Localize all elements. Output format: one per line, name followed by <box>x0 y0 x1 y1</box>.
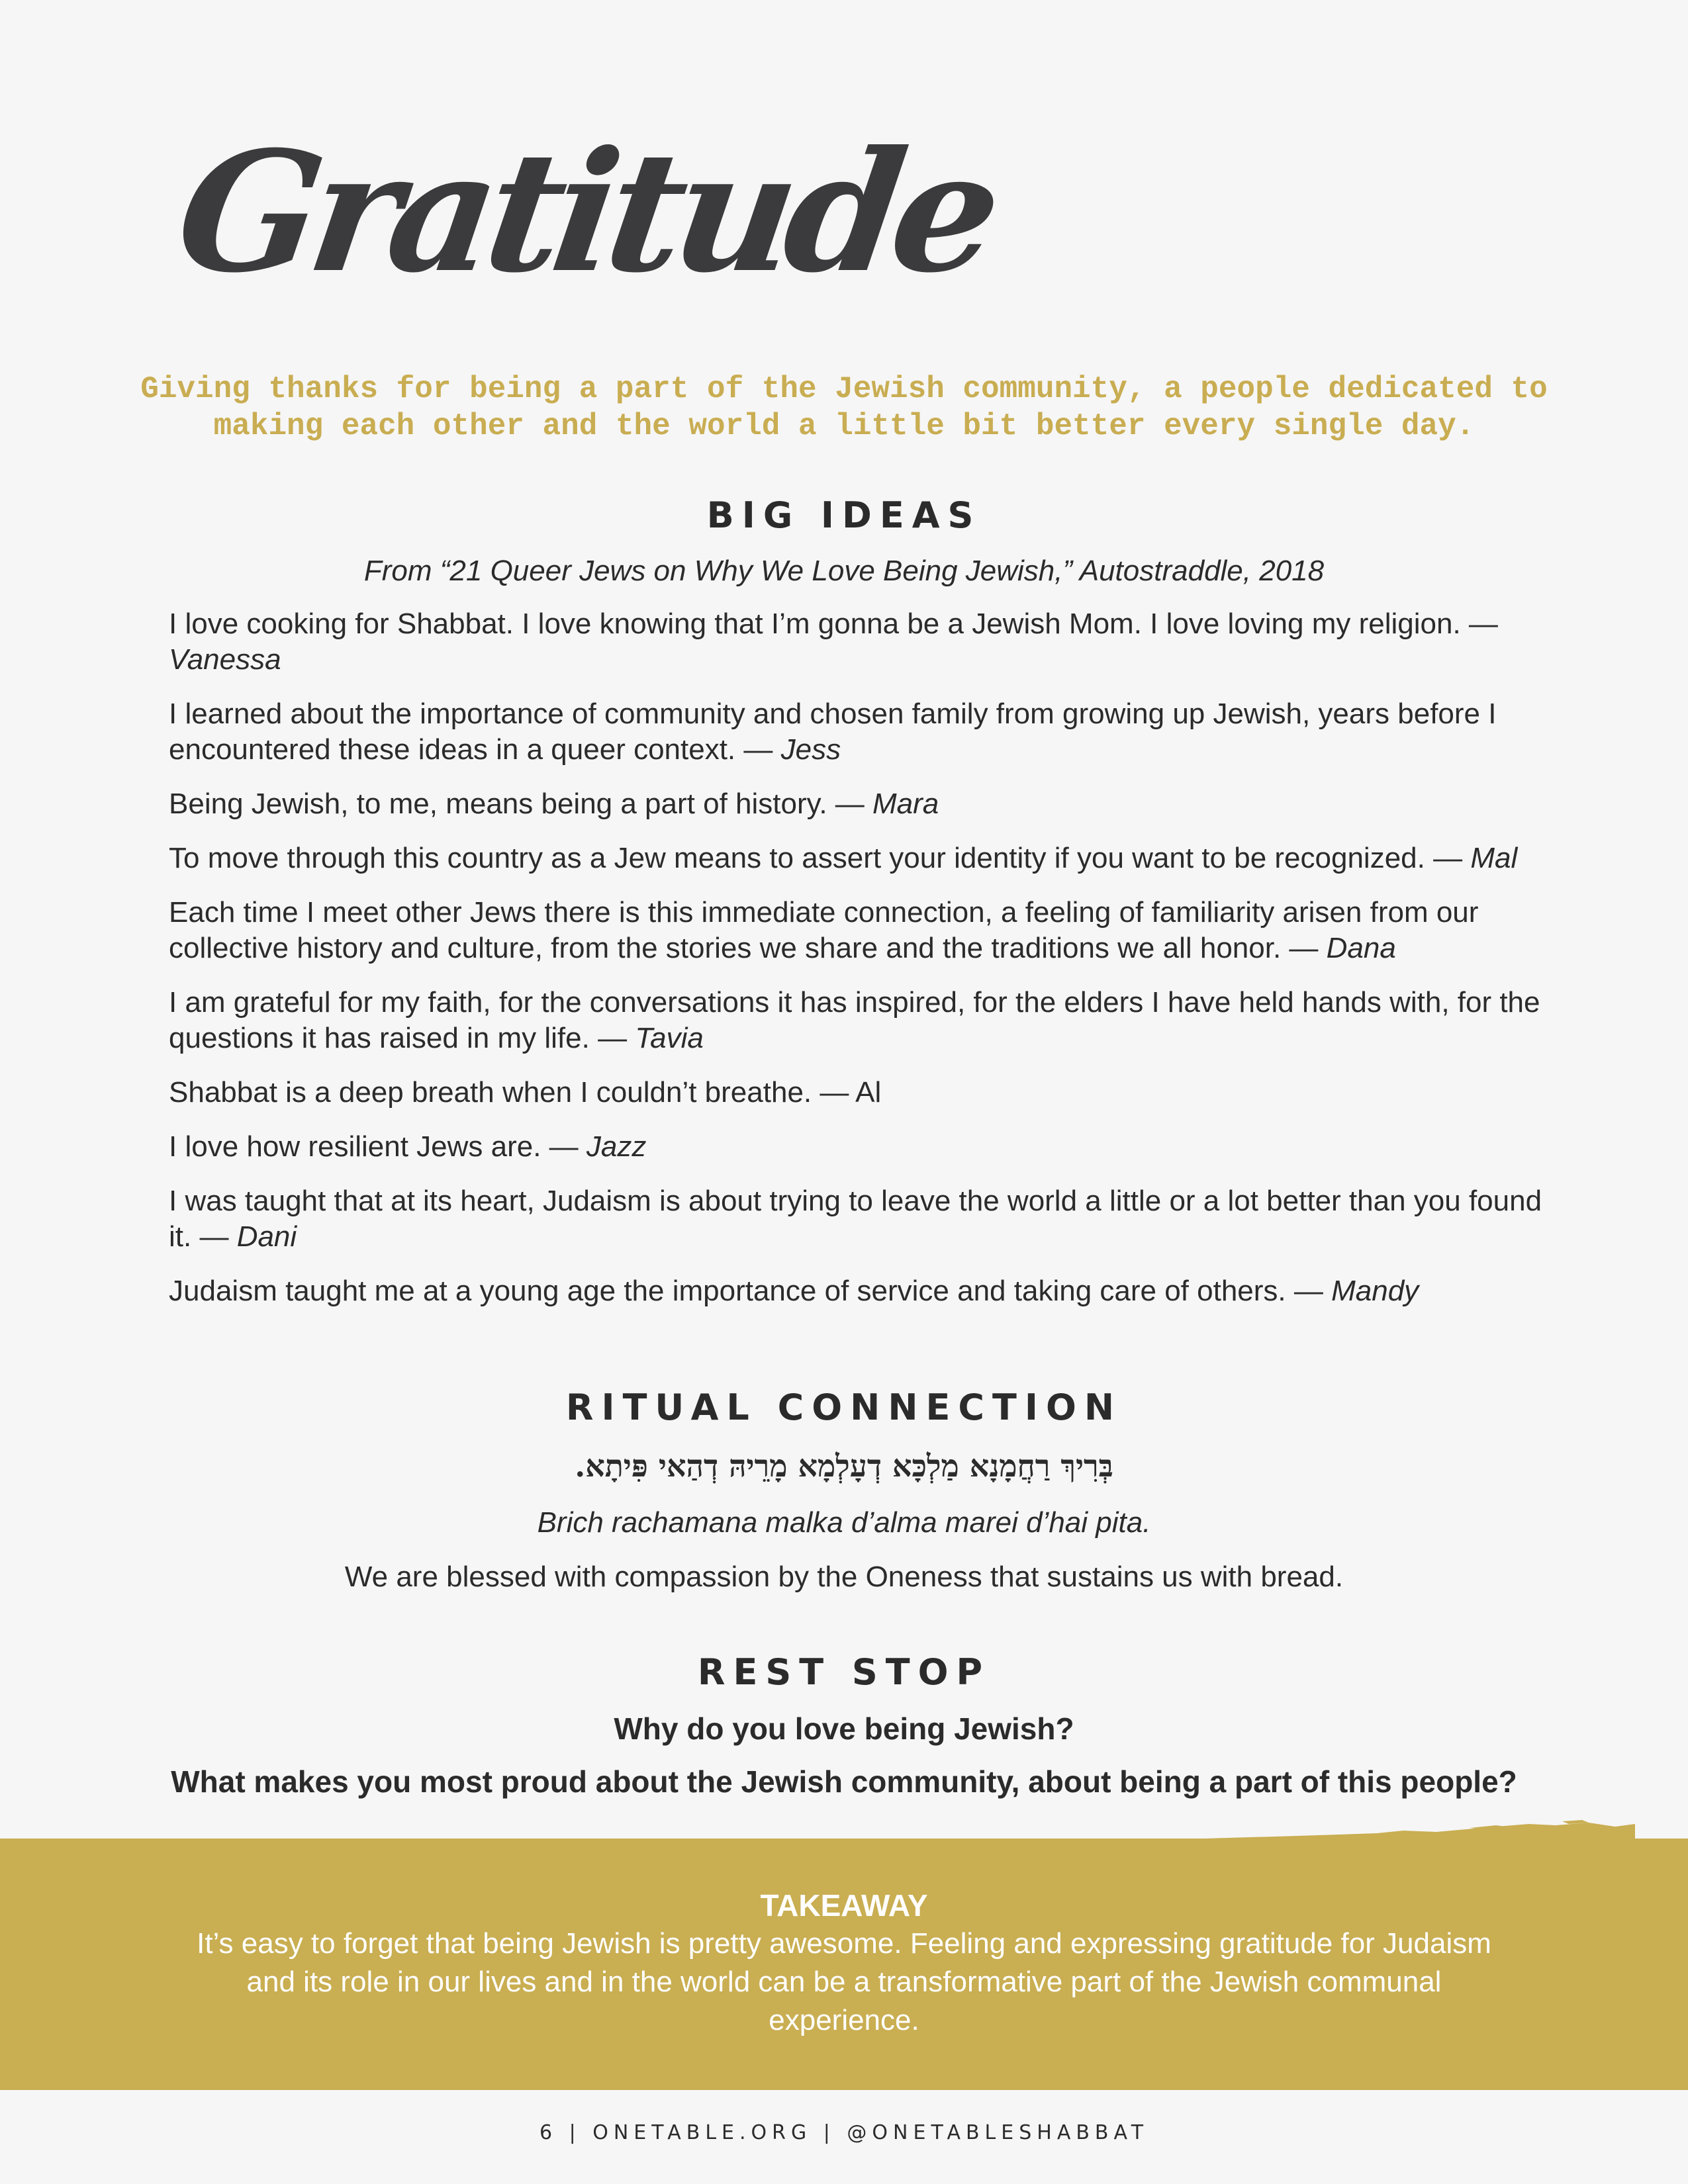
quote-text: Judaism taught me at a young age the importance of service and taking care of others. — <box>169 1275 1332 1307</box>
quote-text: Being Jewish, to me, means being a part of history. — <box>169 788 873 820</box>
quotes-list <box>169 606 1566 1328</box>
quote-author: Jess <box>780 733 841 766</box>
rest-stop-question: Why do you love being Jewish? <box>614 1711 1074 1746</box>
quote-author: Al <box>855 1076 882 1109</box>
big-ideas-heading: BIG IDEAS <box>706 494 982 536</box>
hebrew-blessing: בְּרִיךְ רַחֲמָנָא מַלְכָּא דְעָלְמָא מָרֵיהּ דְהַאי פִּיתָא. <box>575 1448 1113 1484</box>
rest-stop-question: What makes you most proud about the Jewish community, about being a part of this people? <box>171 1764 1517 1799</box>
quote-text: To move through this country as a Jew means to assert your identity if you want to be recognized. — <box>169 842 1471 874</box>
quote-text: Shabbat is a deep breath when I couldn’t breathe. — <box>169 1076 856 1109</box>
quote-author: Mara <box>872 788 939 820</box>
quotes-source: From “21 Queer Jews on Why We Love Being Jewish,” Autostraddle, 2018 <box>363 555 1325 587</box>
quote-item <box>169 841 1566 876</box>
quote-text: I love how resilient Jews are. — <box>169 1130 586 1163</box>
quote-author: Tavia <box>635 1022 704 1054</box>
quote-item <box>169 606 1566 678</box>
blessing-translation: We are blessed with compassion by the Oneness that sustains us with bread. <box>344 1561 1344 1593</box>
quote-item <box>169 895 1566 966</box>
quote-item <box>169 1129 1566 1165</box>
takeaway-text: It’s easy to forget that being Jewish is pretty awesome. Feeling and expressing gratitude for Judaism and its role in our lives and in the world can be a transformative part of the Jewish communal experience. <box>197 1927 1491 2036</box>
quote-item <box>169 786 1566 822</box>
quote-text: I learned about the importance of community and chosen family from growing up Jewish, years before I encountered these ideas in a queer context. — <box>169 698 1497 766</box>
quote-text: Each time I meet other Jews there is this immediate connection, a feeling of familiarity arisen from our collective history and culture, from the stories we share and the traditions we all honor. — <box>169 896 1479 964</box>
quote-item <box>169 696 1566 768</box>
takeaway-title: TAKEAWAY <box>760 1888 928 1923</box>
quote-item <box>169 1075 1566 1111</box>
quote-author: Vanessa <box>169 643 281 676</box>
quote-text: I love cooking for Shabbat. I love knowing that I’m gonna be a Jewish Mom. I love loving my religion. — <box>169 608 1498 640</box>
quote-author: Mal <box>1470 842 1518 874</box>
quote-author: Dani <box>236 1220 297 1253</box>
blessing-transliteration: Brich rachamana malka d’alma marei d’hai pita. <box>537 1506 1151 1539</box>
rest-stop-heading: REST STOP <box>697 1651 991 1693</box>
page-footer: 6 | ONETABLE.ORG | @ONETABLESHABBAT <box>539 2121 1149 2144</box>
quote-text: I was taught that at its heart, Judaism is about trying to leave the world a little or a lot better than you found it. — <box>169 1185 1542 1253</box>
quote-item <box>169 1273 1566 1309</box>
quote-author: Mandy <box>1331 1275 1419 1307</box>
quote-text: I am grateful for my faith, for the conversations it has inspired, for the elders I have held hands with, for the questions it has raised in my life. — <box>169 986 1540 1054</box>
ritual-connection-heading: RITUAL CONNECTION <box>565 1387 1123 1428</box>
quote-author: Jazz <box>586 1130 647 1163</box>
page-title: Gratitude <box>166 114 1004 309</box>
quote-item <box>169 985 1566 1056</box>
page-subtitle: Giving thanks for being a part of the Jewish community, a people dedicated to making each other and the world a little bit better every single day. <box>140 372 1548 443</box>
quote-author: Dana <box>1326 932 1396 964</box>
quote-item <box>169 1183 1566 1255</box>
